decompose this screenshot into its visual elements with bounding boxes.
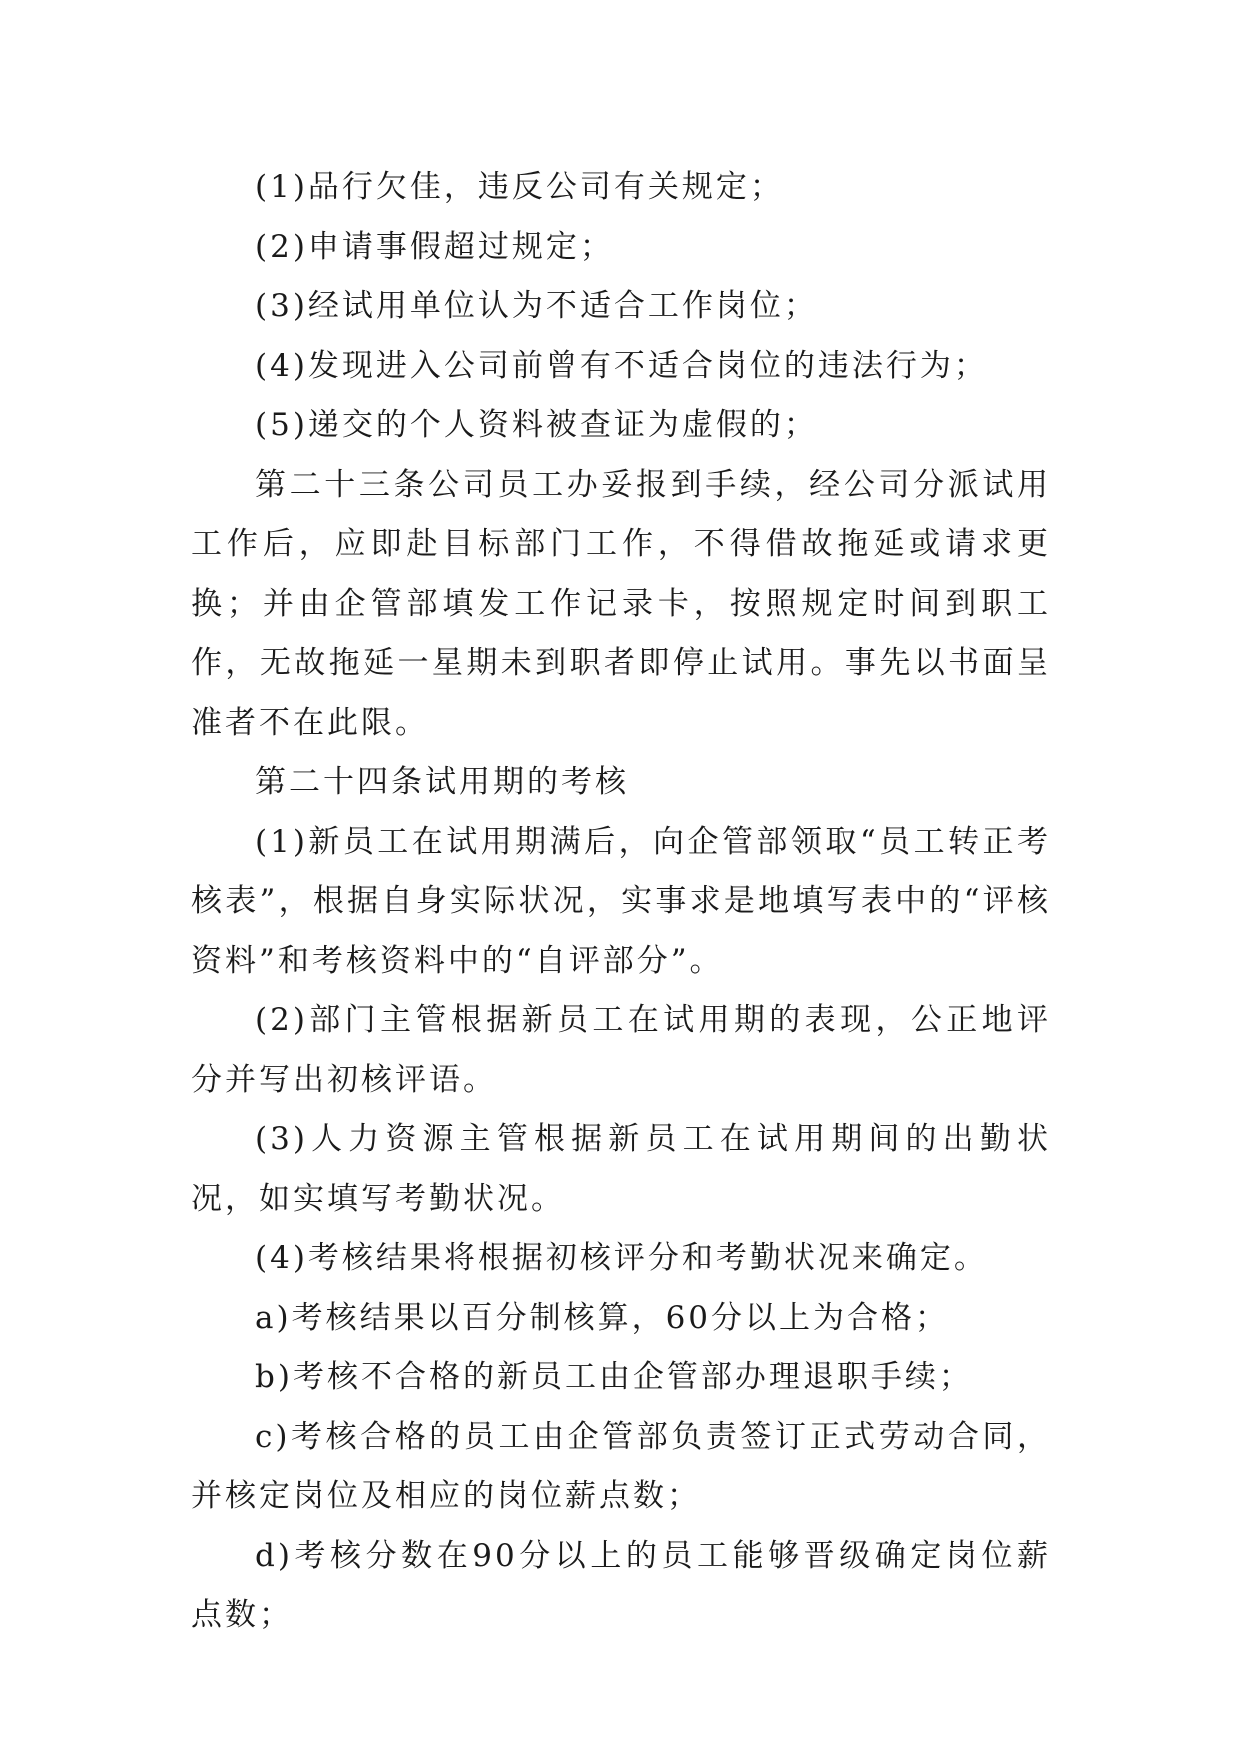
paragraph: (3)经试用单位认为不适合工作岗位； <box>255 288 818 324</box>
paragraph: (4)考核结果将根据初核评分和考勤状况来确定。 <box>255 1240 988 1276</box>
article-24-heading: 第二十四条试用期的考核 <box>255 764 629 800</box>
paragraph: b)考核不合格的新员工由企管部办理退职手续； <box>255 1359 973 1395</box>
document-body <box>191 158 1051 1646</box>
paragraph: (1)新员工在试用期满后，向企管部领取“员工转正考核表”，根据自身实际状况，实事求是地填写表中的“评核资料”和考核资料中的“自评部分”。 <box>191 823 1051 979</box>
paragraph: (2)部门主管根据新员工在试用期的表现，公正地评分并写出初核评语。 <box>191 1002 1051 1098</box>
paragraph: (2)申请事假超过规定； <box>255 228 614 265</box>
paragraph: (4)发现进入公司前曾有不适合岗位的违法行为； <box>255 347 988 384</box>
paragraph: d)考核分数在90分以上的员工能够晋级确定岗位薪点数； <box>191 1537 1051 1633</box>
paragraph: a)考核结果以百分制核算，60分以上为合格； <box>255 1299 950 1336</box>
paragraph: c)考核合格的员工由企管部负责签订正式劳动合同，并核定岗位及相应的岗位薪点数； <box>191 1418 1051 1514</box>
paragraph: (5)递交的个人资料被查证为虚假的； <box>255 407 818 443</box>
paragraph: (1)品行欠佳，违反公司有关规定； <box>255 169 784 205</box>
article-23: 第二十三条公司员工办妥报到手续，经公司分派试用工作后，应即赴目标部门工作，不得借故拖延或请求更换；并由企管部填发工作记录卡，按照规定时间到职工作，无故拖延一星期未到职者即停止试用。事先以书面呈准者不在此限。 <box>191 466 1051 741</box>
paragraph: (3)人力资源主管根据新员工在试用期间的出勤状况，如实填写考勤状况。 <box>191 1121 1051 1217</box>
